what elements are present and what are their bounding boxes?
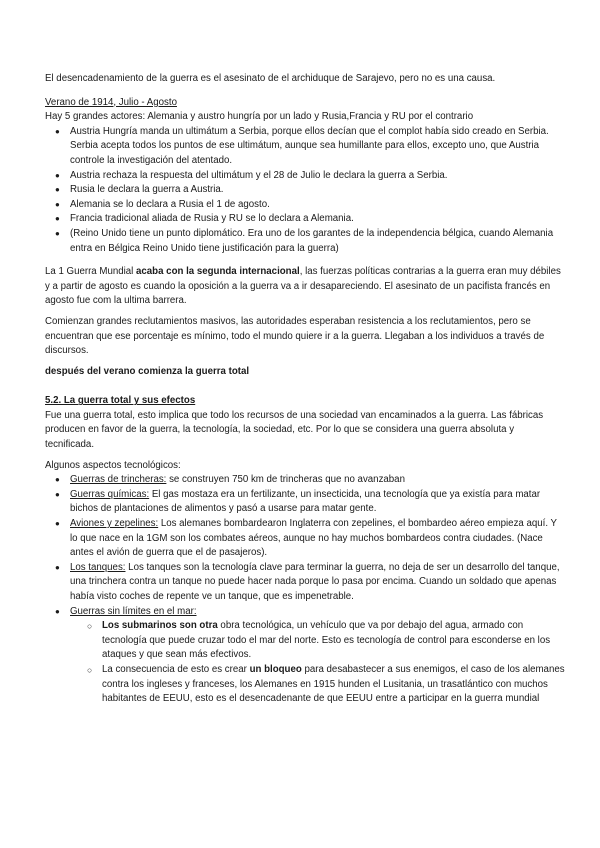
bold-phrase: un bloqueo [249,663,302,675]
list-item: ● Guerras de trincheras: se construyen 750 km de trincheras que no avanzaban [45,473,565,488]
item-label: Guerras sin límites en el mar: [70,605,197,617]
document-page [45,72,565,707]
guerra-total-note: después del verano comienza la guerra total [45,365,250,377]
item-label: Aviones y zepelines: [70,518,159,530]
intro-paragraph: El desencadenamiento de la guerra es el asesinato de el archiduque de Sarajevo, pero no es una causa. [45,73,496,84]
aspectos-lead: Algunos aspectos tecnológicos: [45,459,181,471]
list-item: ● Alemania se lo declara a Rusia el 1 de agosto. [45,198,565,213]
list-item: ● (Reino Unido tiene un punto diplomático. Era uno de los garantes de la independencia bélgica, cuando Alemania entra en Bélgica Reino Unido tiene justificación para la guerra) [45,227,565,256]
list-item: ● Aviones y zepelines: Los alemanes bombardearon Inglaterra con zepelines, el bombardeo aéreo empieza aquí. Y lo que nace en la 1GM son los combates aéreos, aunque no hay muchos bombardeos contra ciudades. (Nace antes el avión de guerra que el de pasajeros). [45,517,565,561]
sea-sublist [45,619,565,707]
list-item: ● Los tanques: Los tanques son la tecnología clave para terminar la guerra, no deja de ser un desarrollo del tanque, una trinchera contra un tanque no puede hacer nada porque lo pasa por encima. Cuando un soldado que apenas había visto coches de repente ve un tanque, que es impenetrable. [45,561,565,605]
sub-list-item: ○ Los submarinos son otra obra tecnológica, un vehículo que va por debajo del agua, armado con tecnología que puede cruzar todo el mar del norte. Esto es tecnología de control para esconderse en los ataques y que sean más efectivos. [45,619,565,663]
list-item: ● Rusia le declara la guerra a Austria. [45,183,565,198]
sub-list-item: ○ La consecuencia de esto es crear un bloqueo para desabastecer a sus enemigos, el caso de los alemanes contra los ingleses y franceses, los Alemanes en 1915 hunden el Lusitania, un trasatlántico con muchos habitantes de EEUU, esto es el desencadenante de que EEUU entre a participar en la guerra mundial [45,663,565,707]
actors-paragraph: Hay 5 grandes actores: Alemania y austro hungría por un lado y Rusia,Francia y RU por el contrario [45,111,474,123]
events-list [45,125,565,256]
bold-phrase: acaba con la segunda internacional [136,266,300,278]
item-label: Guerras químicas: [70,488,150,500]
list-item: ● Austria rechaza la respuesta del ultimátum y el 28 de Julio le declara la guerra a Serbia. [45,169,565,184]
list-item: ● Francia tradicional aliada de Rusia y RU se lo declara a Alemania. [45,212,565,227]
item-label: Guerras de trincheras: [70,474,167,486]
section-heading-guerra-total: 5.2. La guerra total y sus efectos [45,395,196,407]
list-item [45,605,565,620]
internacional-paragraph: La 1 Guerra Mundial acaba con la segunda internacional, las fuerzas políticas contrarias a la guerra eran muy débiles y a partir de agosto es cuando la oposición a la guerra va a ir desapareciendo. El asesinato de un pacifista francés en agosto fue com la ultima barrera. [45,266,561,307]
list-item: ● Austria Hungría manda un ultimátum a Serbia, porque ellos decían que el complot había sido creado en Serbia. Serbia acepta todos los puntos de ese ultimátum, aunque sea humillante para ellos, excepto uno, que Austria controle la investigación del atentado. [45,125,565,169]
technology-list [45,473,565,619]
bold-phrase: Los submarinos son otra [102,620,218,632]
guerra-total-paragraph: Fue una guerra total, esto implica que todo los recursos de una sociedad van encaminados a la guerra. Las fábricas producen en favor de la guerra, la tecnología, la sociedad, etc. Por lo que se considera una guerra absoluta y tecnificada. [45,409,544,451]
item-label: Los tanques: [70,561,126,573]
list-item: ● Guerras químicas: El gas mostaza era un fertilizante, un insecticida, una tecnología que ya existía para matar bichos de plantaciones de alimentos y pasó a usarse para matar gente. [45,488,565,517]
section-heading-verano: Verano de 1914, Julio - Agosto [45,96,177,108]
reclutamientos-paragraph: Comienzan grandes reclutamientos masivos, las autoridades esperaban resistencia a los reclutamientos, pero se encuentran que ese porcentaje es mínimo, todo el mundo quiere ir a la guerra. Llegaban a los individuos a través de discursos. [45,315,545,357]
